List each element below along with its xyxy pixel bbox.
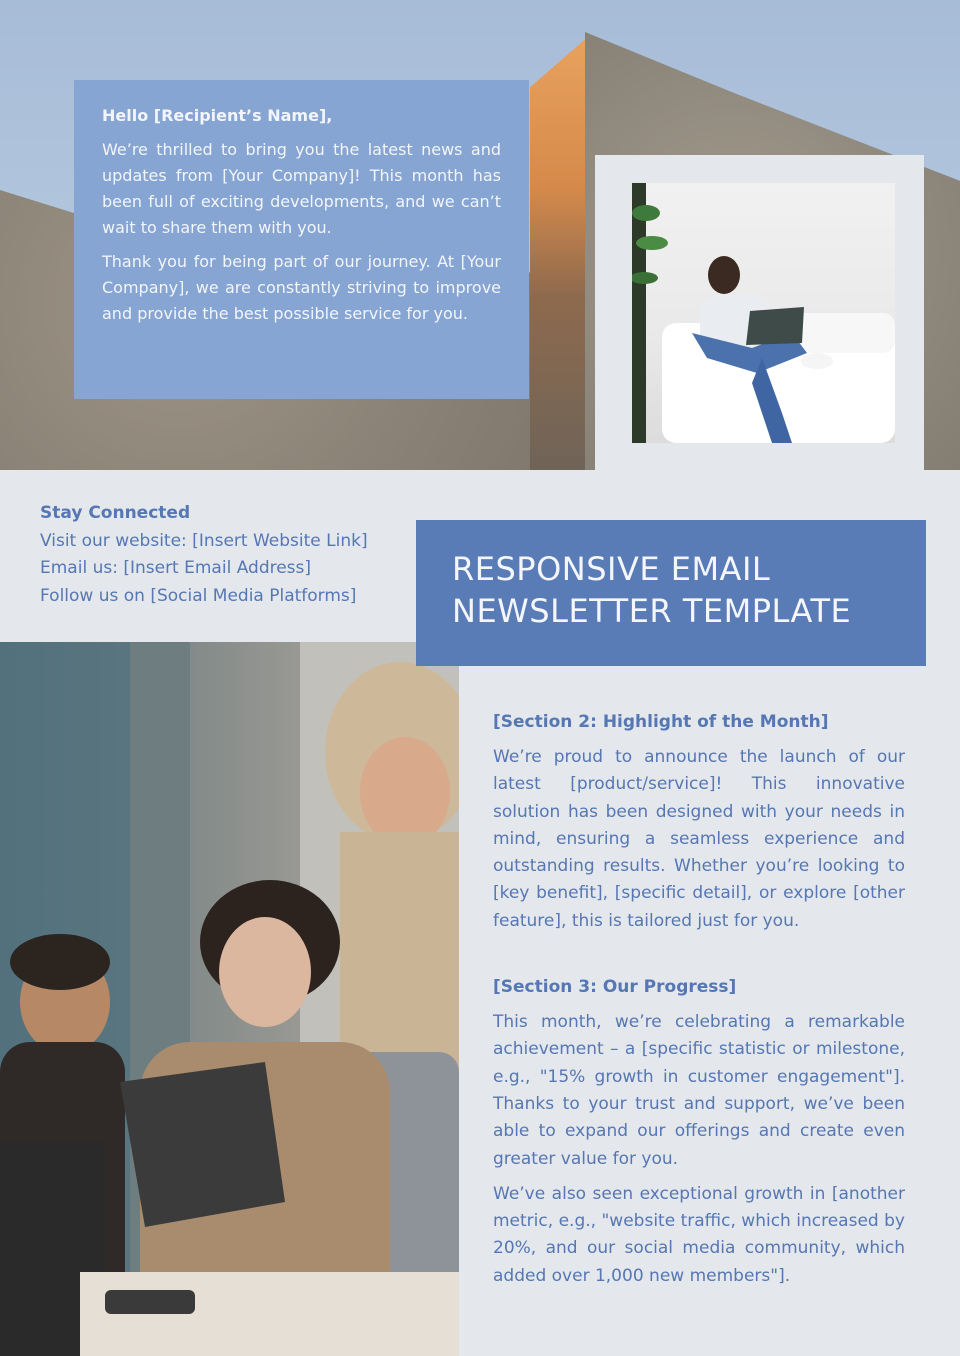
intro-paragraph-2: Thank you for being part of our journey. At [Your Company], we are constantly striving to improve and provide the best possible service for you. xyxy=(102,252,501,323)
section-2-heading: [Section 2: Highlight of the Month] xyxy=(493,712,829,732)
content-sections xyxy=(493,708,905,1298)
man-with-laptop-photo xyxy=(632,183,895,443)
meeting-photo xyxy=(0,642,459,1356)
section-3-body-2: We’ve also seen exceptional growth in [another metric, e.g., "website traffic, which increased by 20%, and our social media community, which added over 1,000 new members"]. xyxy=(493,1183,905,1286)
hero-architecture-photo xyxy=(0,0,960,470)
intro-box xyxy=(74,80,529,399)
sunlit-wall-edge xyxy=(530,35,590,470)
contact-title: Stay Connected xyxy=(40,503,191,523)
contact-block xyxy=(40,500,410,610)
email-link[interactable]: Email us: [Insert Email Address] xyxy=(40,558,312,578)
meeting-illustration xyxy=(0,642,459,1356)
social-link[interactable]: Follow us on [Social Media Platforms] xyxy=(40,585,357,606)
section-2-body: We’re proud to announce the launch of our latest [product/service]! This innovative solution has been designed with your needs in mind, ensuring a seamless experience and outstanding results. Whether you’re looking to [key benefit], [specific detail], or explore [other feature], this is tailored just for you. xyxy=(493,747,905,931)
greeting: Hello [Recipient’s Name], xyxy=(102,106,333,125)
section-spacer xyxy=(493,943,905,973)
title-line-2: NEWSLETTER TEMPLATE xyxy=(452,592,852,630)
website-link[interactable]: Visit our website: [Insert Website Link] xyxy=(40,530,368,551)
section-3-body-1: This month, we’re celebrating a remarkable achievement – a [specific statistic or milestone, e.g., "15% growth in customer engagement"]. Thanks to your trust and support, we’ve been able to expand our offerings and create even greater value for you. xyxy=(493,1012,905,1169)
man-photo-frame xyxy=(595,155,924,470)
intro-paragraph-1: We’re thrilled to bring you the latest news and updates from [Your Company]! This month has been full of exciting developments, and we can’t wait to share them with you. xyxy=(102,140,501,237)
newsletter-title-banner xyxy=(416,520,926,666)
title-line-1: RESPONSIVE EMAIL xyxy=(452,550,771,588)
man-with-laptop-illustration xyxy=(632,183,895,443)
section-3-heading: [Section 3: Our Progress] xyxy=(493,977,737,998)
